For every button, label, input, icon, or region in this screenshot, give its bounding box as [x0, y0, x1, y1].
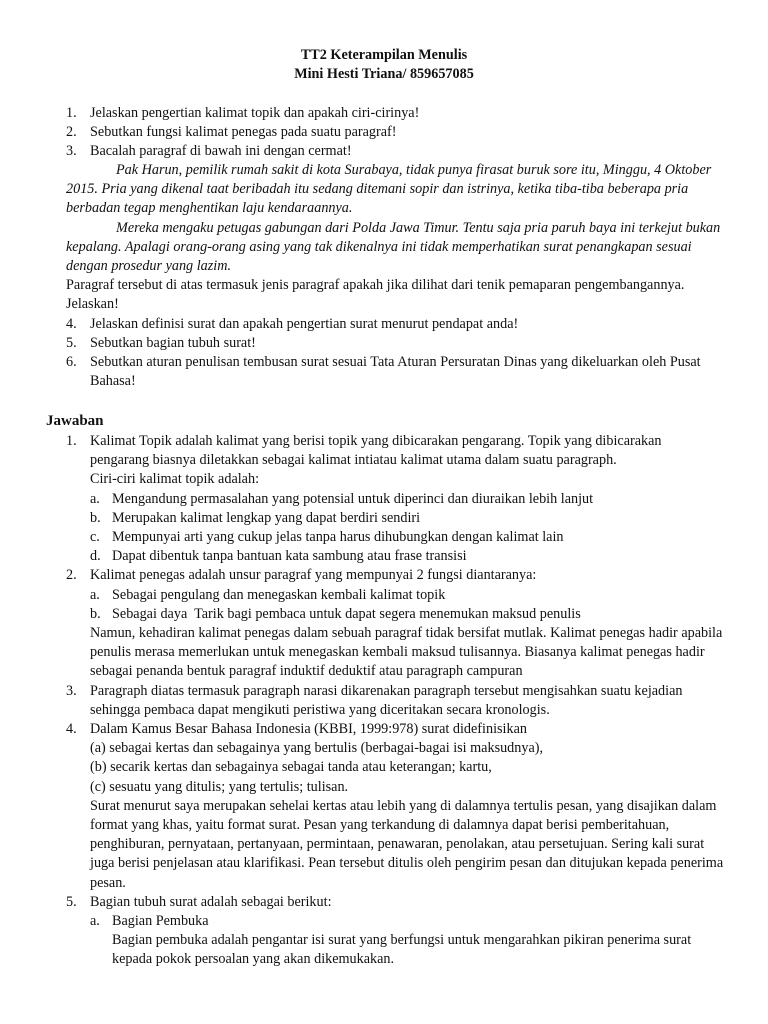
question-text: Jelaskan definisi surat dan apakah pengertian surat menurut pendapat anda! [90, 315, 519, 332]
question-text: Sebutkan fungsi kalimat penegas pada suatu paragraf! [90, 124, 397, 141]
question-text: Sebutkan bagian tubuh surat! [90, 334, 256, 351]
question-number: 3. [66, 143, 77, 160]
question-item [66, 334, 730, 353]
answer-text: Paragraph diatas termasuk paragraph narasi dikarenakan paragraph tersebut mengisahkan suatu kejadian sehingga pembaca dapat mengikuti peristiwa yang diceritakan secara kronologis. [90, 682, 683, 718]
question-followup: Paragraf tersebut di atas termasuk jenis paragraf apakah jika dilihat dari tenik pemaparan pengembangannya. Jelaskan! [66, 277, 685, 313]
definition-line: (a) sebagai kertas dan sebagainya yang bertulis (berbagai-bagai isi maksudnya), [90, 740, 544, 757]
answer-subitem [66, 912, 728, 931]
author-line: Mini Hesti Triana/ 859657085 [294, 66, 474, 83]
subitem-mark: a. [90, 490, 100, 507]
subitem-mark: a. [90, 586, 100, 603]
answer-number: 2. [66, 567, 77, 584]
answer-subitem [66, 509, 728, 528]
answer-subitem [66, 586, 728, 605]
subitem-mark: b. [90, 605, 101, 622]
subitem-mark: a. [90, 913, 100, 930]
subitem-text: Dapat dibentuk tanpa bantuan kata sambung atau frase transisi [112, 548, 467, 565]
subitem-text: Mempunyai arti yang cukup jelas tanpa harus dihubungkan dengan kalimat lain [112, 529, 564, 546]
answer-text: Bagian tubuh surat adalah sebagai berikut: [90, 893, 332, 910]
question-item [66, 123, 728, 142]
question-item [66, 104, 728, 123]
answer-closing: Namun, kehadiran kalimat penegas dalam sebuah paragraf tidak bersifat mutlak. Kalimat penegas hadir apabila penulis merasa memerlukan untuk menegaskan kembali maksud tulisannya. Biasanya kalimat penegas hadir sebagai penanda bentuk paragraf induktif deduktif atau paragraph campuran [90, 625, 723, 680]
subitem-text: Sebagai daya Tarik bagi pembaca untuk dapat segera menemukan maksud penulis [112, 605, 581, 622]
question-item [66, 315, 730, 334]
question-text: Jelaskan pengertian kalimat topik dan apakah ciri-cirinya! [90, 105, 420, 121]
answer-number: 3. [66, 682, 77, 699]
answer-subitem [66, 547, 728, 566]
answer-text: Dalam Kamus Besar Bahasa Indonesia (KBBI, 1999:978) surat didefinisikan [90, 721, 527, 738]
question-number: 4. [66, 315, 77, 332]
question-number: 1. [66, 105, 77, 121]
answer-sublabel: Ciri-ciri kalimat topik adalah: [90, 471, 260, 488]
answer-item [66, 432, 728, 566]
subitem-text: Mengandung permasalahan yang potensial untuk diperinci dan diuraikan lebih lanjut [112, 490, 594, 507]
question-item [66, 142, 728, 161]
subitem-mark: b. [90, 509, 101, 526]
subitem-mark: d. [90, 548, 101, 565]
answer-item [66, 893, 728, 970]
answer-item [66, 682, 728, 720]
subitem-text: Merupakan kalimat lengkap yang dapat berdiri sendiri [112, 509, 421, 526]
question-number: 6. [66, 354, 77, 371]
question-text: Bacalah paragraf di bawah ini dengan cermat! [90, 143, 352, 160]
answers-section [66, 432, 728, 970]
passage-paragraph-2: Mereka mengaku petugas gabungan dari Polda Jawa Timur. Tentu saja pria paruh baya ini terkejut bukan kepalang. Apalagi orang-orang asing yang tak dikenalnya ini tidak memperhatikan surat penangkapan sesuai dengan prosedur yang lazim. [66, 219, 721, 275]
answer-subitem [66, 605, 728, 624]
question-number: 2. [66, 124, 77, 141]
question-number: 5. [66, 334, 77, 351]
question-item [66, 353, 730, 391]
answer-item [66, 720, 728, 893]
document-title: TT2 Keterampilan Menulis [300, 47, 468, 63]
answers-heading: Jawaban [46, 413, 104, 429]
answer-text: Kalimat penegas adalah unsur paragraf yang mempunyai 2 fungsi diantaranya: [90, 567, 537, 584]
passage-block [66, 161, 730, 391]
answer-number: 1. [66, 433, 77, 449]
subitem-text: Sebagai pengulang dan menegaskan kembali kalimat topik [112, 586, 446, 603]
answer-text: Kalimat Topik adalah kalimat yang berisi topik yang dibicarakan pengarang. Topik yang dibicarakan pengarang biasnya diletakkan sebagai kalimat intiatau kalimat utama dalam suatu paragraph. [90, 433, 662, 469]
question-text: Sebutkan aturan penulisan tembusan surat sesuai Tata Aturan Persuratan Dinas yang dikeluarkan oleh Pusat Bahasa! [90, 354, 701, 390]
answer-number: 5. [66, 893, 77, 910]
answer-subitem [66, 490, 728, 509]
passage-paragraph-1: Pak Harun, pemilik rumah sakit di kota Surabaya, tidak punya firasat buruk sore itu, Minggu, 4 Oktober 2015. Pria yang dikenal taat beribadah itu sedang ditemani sopir dan istrinya, ketika tiba-tiba beberapa pria berbadan tegap menghentikan laju kendaraannya. [66, 162, 712, 217]
subitem-mark: c. [90, 529, 100, 546]
subitem-text: Bagian Pembuka [112, 913, 209, 930]
answer-number: 4. [66, 721, 77, 738]
answer-subitem [66, 528, 728, 547]
subitem-description: Bagian pembuka adalah pengantar isi surat yang berfungsi untuk mengarahkan pikiran penerima surat kepada pokok persoalan yang akan dikemukakan. [112, 932, 692, 968]
questions-section [66, 104, 728, 162]
answer-closing: Surat menurut saya merupakan sehelai kertas atau lebih yang di dalamnya tertulis pesan, yang disajikan dalam format yang khas, yaitu format surat. Pesan yang terkandung di dalamnya dapat berisi pemberitahuan, penghiburan, pernyataan, pertanyaan, permintaan, penawaran, penolakan, atau persetujuan. Sering kali surat juga berisi penjelasan atau klarifikasi. Pean tersebut ditulis oleh pengirim pesan dan ditujukan kepada penerima pesan. [90, 797, 724, 891]
definition-line: (c) sesuatu yang ditulis; yang tertulis; tulisan. [90, 778, 349, 795]
document-header [0, 46, 768, 84]
definition-line: (b) secarik kertas dan sebagainya sebagai tanda atau keterangan; kartu, [90, 759, 492, 776]
answer-item [66, 566, 728, 681]
